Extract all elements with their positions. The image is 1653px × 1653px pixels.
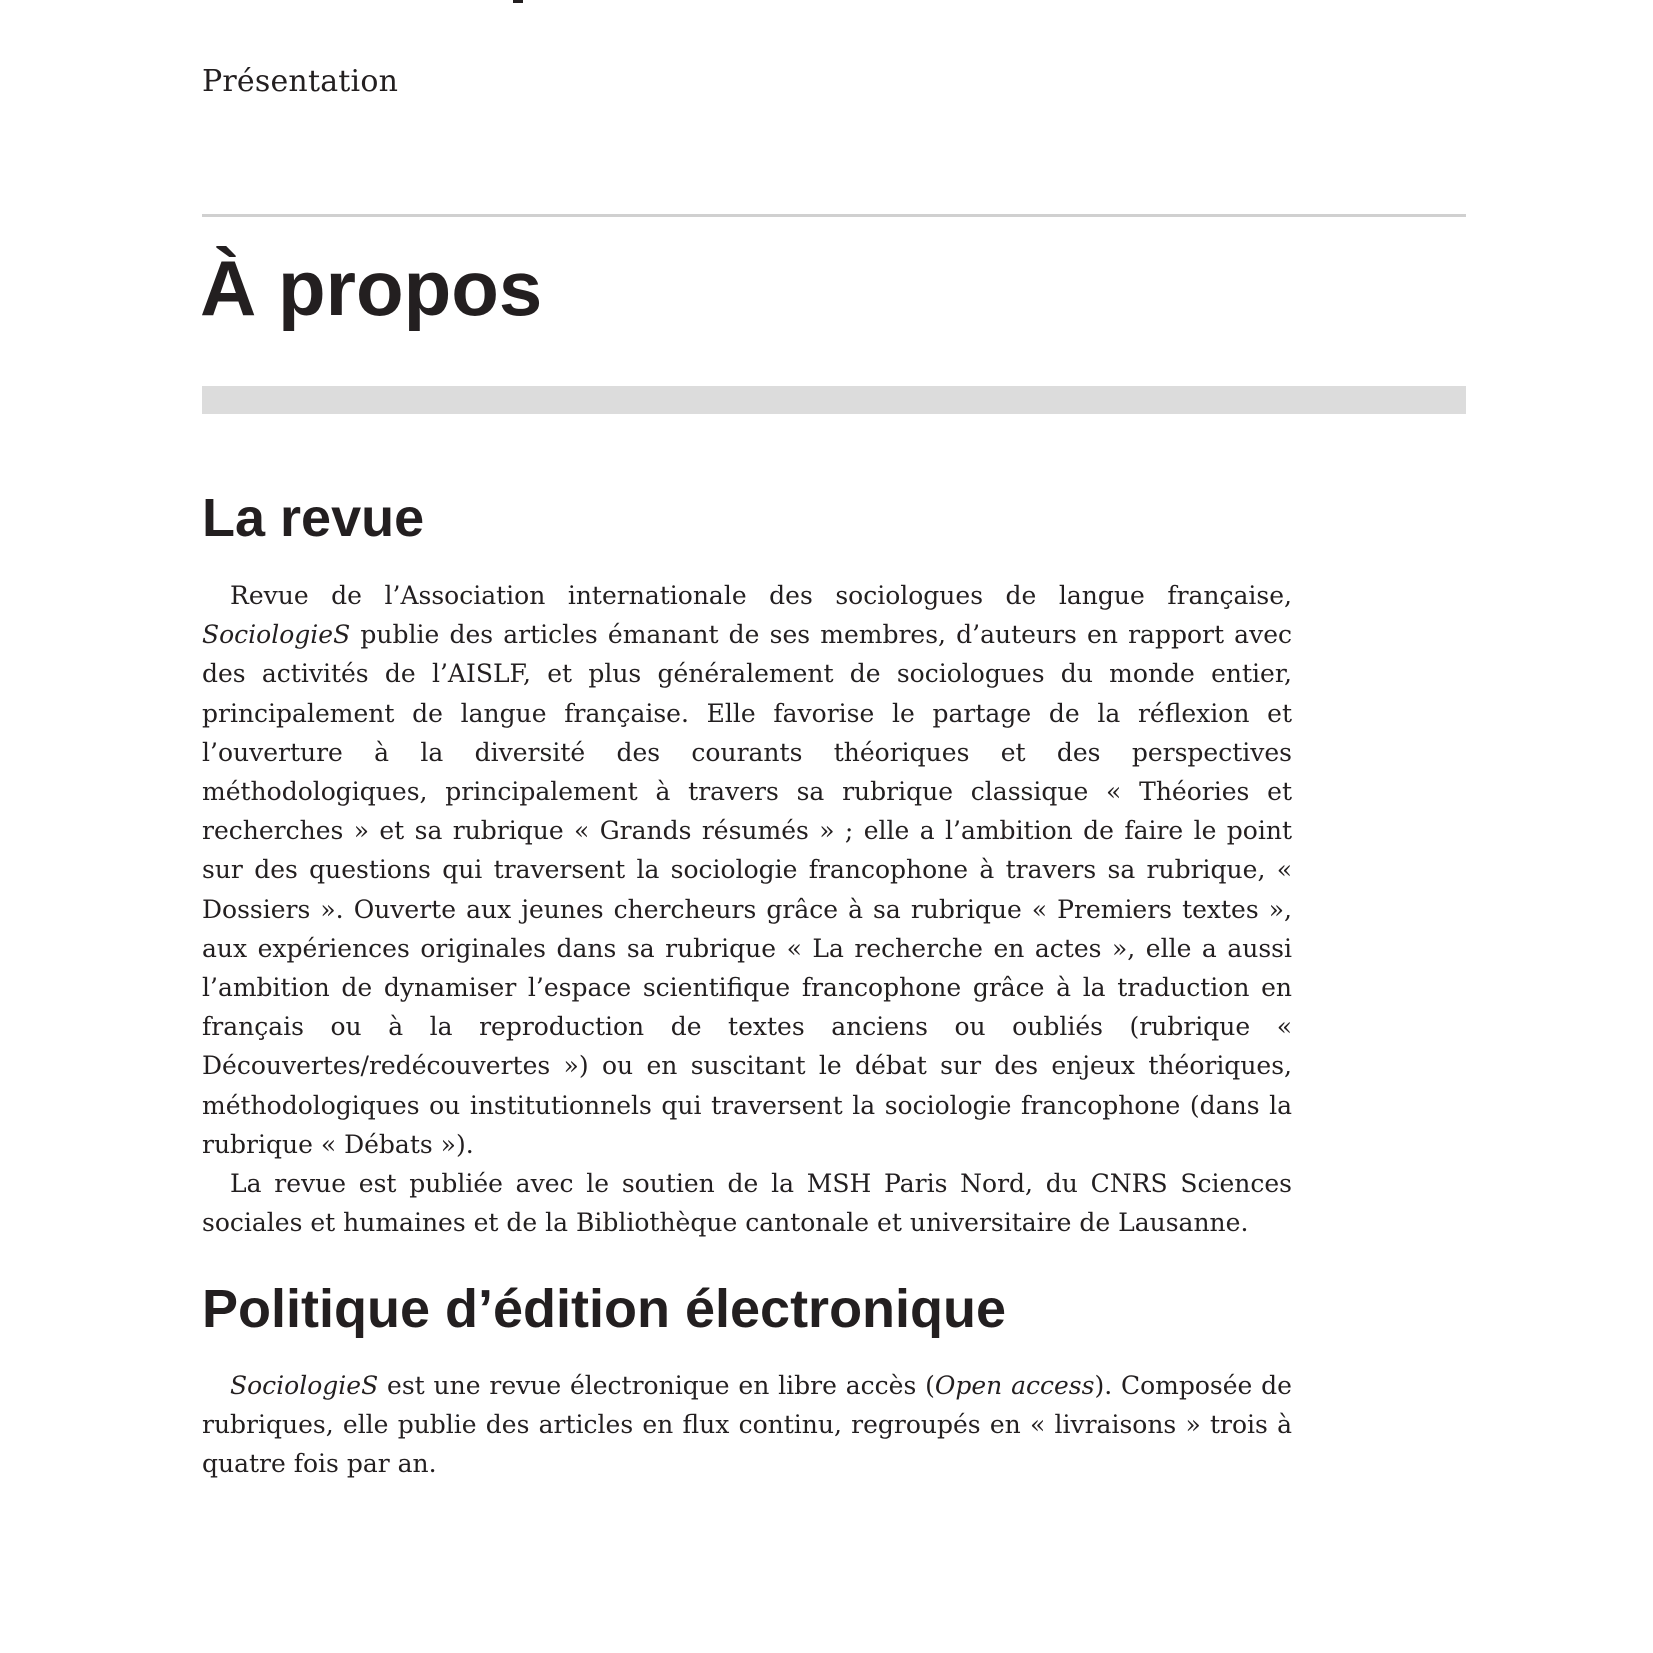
revue-p1-text-2: publie des articles émanant de ses membres, d’auteurs en rapport avec des activités de l’AISLF, et plus généralement de sociologues du monde entier, principalement de langue française. Elle favorise le partage de la réflexion et l’ouverture à la diversité des courants théoriques et des perspectives méthodologiques, principalement à travers sa rubrique classique « Théories et recherches » et sa rubrique « Grands résumés » ; elle a l’ambition de faire le point sur des questions qui traversent la sociologie francophone à travers sa rubrique, « Dossiers ». Ouverte aux jeunes chercheurs grâce à sa rubrique « Premiers textes », aux expériences originales dans sa rubrique « La recherche en actes », elle a aussi l’ambition de dynamiser l’espace scientifique francophone grâce à la traduction en français ou à la reproduction de textes anciens ou oubliés (rubrique « Découvertes/redécouvertes ») ou en suscitant le débat sur des enjeux théoriques, méthodologiques ou institutionnels qui traversent la sociologie francophone (dans la rubrique « Débats »). [202,620,1292,1159]
title-bottom-band [202,386,1466,414]
revue-paragraph-2: La revue est publiée avec le soutien de la MSH Paris Nord, du CNRS Sciences sociales et humaines et de la Bibliothèque cantonale et universitaire de Lausanne. [202,1169,1292,1238]
politique-p1-text-1: est une revue électronique en libre accès ( [378,1371,935,1400]
title-top-rule [202,214,1466,217]
section-body-politique [202,1366,1292,1484]
politique-p1-text-2: ). Composée de rubriques, elle publie des articles en flux continu, regroupés en « livraisons » trois à quatre fois par an. [202,1371,1292,1479]
journal-name: SociologieS [230,1371,379,1400]
open-access-term: Open access [934,1371,1095,1400]
journal-name: SociologieS [202,620,351,650]
revue-p1-text-1: Revue de l’Association internationale des sociologues de langue française, [230,581,1292,610]
section-heading-politique: Politique d’édition électronique [202,1279,1007,1339]
page-edge-mark [513,0,523,3]
section-heading-la-revue: La revue [202,488,425,548]
section-body-la-revue [202,576,1292,1242]
running-head: Présentation [202,64,399,99]
page-title: À propos [200,244,543,332]
revue-paragraph-1 [202,576,1292,1164]
politique-paragraph-1 [202,1366,1292,1484]
